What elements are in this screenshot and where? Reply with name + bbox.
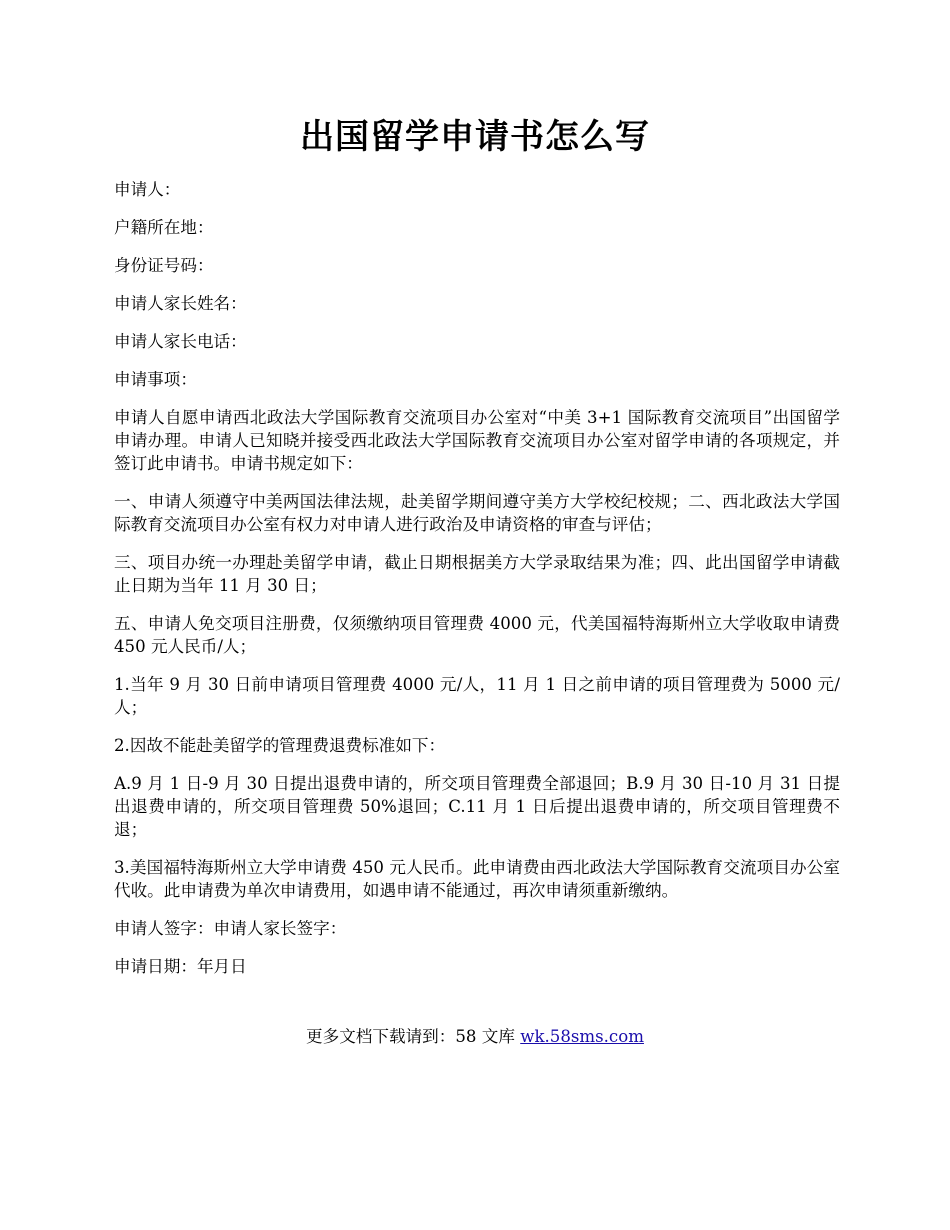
field-applicant: 申请人： [114, 180, 181, 199]
field-id-number: 身份证号码： [114, 256, 214, 275]
footer-text: 更多文档下载请到：58 文库 [306, 1027, 521, 1046]
paragraph-rule-3-4: 三、项目办统一办理赴美留学申请，截止日期根据美方大学录取结果为准；四、此出国留学申请截止日期为当年 11 月 30 日； [114, 553, 840, 595]
paragraph-refund-terms: A.9 月 1 日-9 月 30 日提出退费申请的，所交项目管理费全部退回；B.9 月 30 日-10 月 31 日提出退费申请的，所交项目管理费 50%退回；C.11 月 1 日后提出退费申请的，所交项目管理费不退； [114, 774, 840, 839]
field-parent-phone: 申请人家长电话： [114, 332, 247, 351]
field-parent-name: 申请人家长姓名： [114, 294, 247, 313]
page-title: 出国留学申请书怎么写 [300, 117, 650, 157]
paragraph-rule-5: 五、申请人免交项目注册费，仅须缴纳项目管理费 4000 元，代美国福特海斯州立大学收取申请费 450 元人民币/人； [114, 614, 840, 656]
field-application-matters: 申请事项： [114, 370, 197, 389]
paragraph-rule-1-2: 一、申请人须遵守中美两国法律法规，赴美留学期间遵守美方大学校纪校规；二、西北政法大学国际教育交流项目办公室有权力对申请人进行政治及申请资格的审查与评估； [114, 492, 840, 534]
paragraph-fee-1: 1.当年 9 月 30 日前申请项目管理费 4000 元/人，11 月 1 日之前申请的项目管理费为 5000 元/人； [114, 675, 840, 717]
footer [0, 1025, 950, 1049]
field-application-date: 申请日期：年月日 [114, 957, 247, 976]
document-body [114, 178, 840, 993]
paragraph-fee-3: 3.美国福特海斯州立大学申请费 450 元人民币。此申请费由西北政法大学国际教育交流项目办公室代收。此申请费为单次申请费用，如遇申请不能通过，再次申请须重新缴纳。 [114, 858, 840, 900]
paragraph-fee-2: 2.因故不能赴美留学的管理费退费标准如下： [114, 736, 446, 755]
paragraph-intro: 申请人自愿申请西北政法大学国际教育交流项目办公室对“中美 3+1 国际教育交流项目”出国留学申请办理。申请人已知晓并接受西北政法大学国际教育交流项目办公室对留学申请的各项规定，并签订此申请书。申请书规定如下： [114, 408, 840, 473]
footer-link[interactable]: wk.58sms.com [520, 1027, 644, 1046]
field-household-registration: 户籍所在地： [114, 218, 214, 237]
field-signatures: 申请人签字：申请人家长签字： [114, 919, 347, 938]
